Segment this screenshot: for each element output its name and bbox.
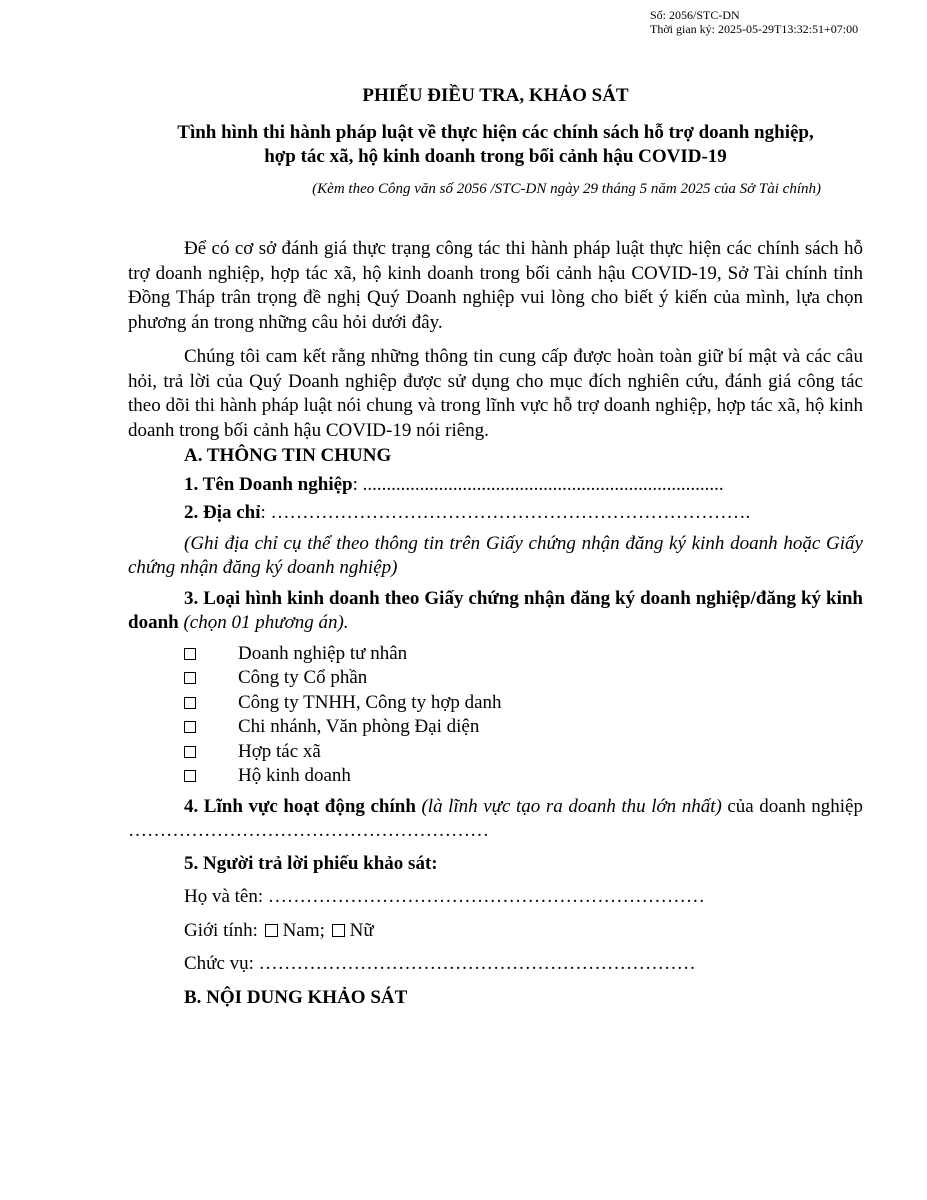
q4-main-field: [128, 795, 863, 844]
option-item[interactable]: [184, 691, 863, 716]
option-label: Doanh nghiệp tư nhân: [238, 642, 408, 664]
q1-company-name[interactable]: [184, 473, 863, 498]
survey-document: [128, 84, 863, 1010]
checkbox-icon[interactable]: [184, 770, 196, 782]
option-item[interactable]: [184, 642, 863, 667]
option-item[interactable]: [184, 666, 863, 691]
document-subtitle-line1: Tình hình thi hành pháp luật về thực hiện các chính sách hỗ trợ doanh nghiệp,: [177, 121, 814, 143]
checkbox-icon[interactable]: [184, 697, 196, 709]
q4-hint: (là lĩnh vực tạo ra doanh thu lớn nhất): [415, 795, 722, 817]
q3-business-type: [128, 587, 863, 636]
q2-label: 2. Địa chỉ: [184, 502, 261, 523]
option-label: Chi nhánh, Văn phòng Đại diện: [238, 716, 480, 737]
signed-time: Thời gian ký: 2025-05-29T13:32:51+07:00: [650, 22, 859, 36]
intro-paragraph: Để có cơ sở đánh giá thực trạng công tác thi hành pháp luật thực hiện các chính sách hỗ trợ doanh nghiệp, hợp tác xã, hộ kinh doanh trong bối cảnh hậu COVID-19, Sở Tài chính tỉnh Đồng Tháp trân trọng đề nghị Quý Doanh nghiệp vui lòng cho biết ý kiến của mình, lựa chọn phương án trong những câu hỏi dưới đây.: [128, 238, 863, 333]
checkbox-icon[interactable]: [184, 648, 196, 660]
option-label: Công ty Cổ phần: [238, 667, 368, 688]
q3-options: [184, 642, 863, 789]
option-label: Hộ kinh doanh: [238, 765, 351, 786]
section-a-heading: A. THÔNG TIN CHUNG: [184, 445, 392, 466]
q4-fill-line[interactable]: của doanh nghiệp …………………………………………………: [128, 795, 863, 841]
q3-hint: (chọn 01 phương án).: [178, 612, 349, 633]
checkbox-icon[interactable]: [265, 924, 278, 937]
q2-address[interactable]: [184, 501, 863, 526]
gender-label: Giới tính:: [184, 919, 258, 941]
document-number: Số: 2056/STC-DN: [650, 8, 740, 22]
checkbox-icon[interactable]: [184, 746, 196, 758]
option-label: Công ty TNHH, Công ty hợp danh: [238, 691, 502, 713]
option-item[interactable]: [184, 764, 863, 789]
respondent-name-line[interactable]: Họ và tên: ……………………………………………………………: [184, 886, 705, 907]
signature-stamp: [650, 8, 858, 36]
q1-fill-line[interactable]: : ............................................................................: [352, 473, 724, 495]
document-subtitle-line2: hợp tác xã, hộ kinh doanh trong bối cảnh hậu COVID-19: [264, 145, 727, 167]
respondent-position-line[interactable]: Chức vụ: ……………………………………………………………: [184, 953, 696, 974]
q5-respondent-heading: 5. Người trả lời phiếu khảo sát:: [184, 852, 438, 874]
section-b-heading: B. NỘI DUNG KHẢO SÁT: [184, 986, 408, 1008]
checkbox-icon[interactable]: [332, 924, 345, 937]
gender-female-label: Nữ: [349, 919, 374, 941]
option-item[interactable]: [184, 740, 863, 765]
q2-fill-line[interactable]: : ………………………………………………………………….: [260, 502, 751, 523]
attachment-note: (Kèm theo Công văn số 2056 /STC-DN ngày 29 tháng 5 năm 2025 của Sở Tài chính): [312, 180, 821, 197]
option-label: Hợp tác xã: [238, 740, 321, 762]
option-item[interactable]: [184, 715, 863, 740]
respondent-gender: [184, 919, 863, 944]
q4-label: 4. Lĩnh vực hoạt động chính: [184, 795, 416, 817]
checkbox-icon[interactable]: [184, 672, 196, 684]
q3-label: 3. Loại hình kinh doanh theo Giấy chứng nhận đăng ký doanh nghiệp/đăng ký kinh doanh: [128, 587, 863, 633]
commitment-paragraph: Chúng tôi cam kết rằng những thông tin cung cấp được hoàn toàn giữ bí mật và các câu hỏi, trả lời của Quý Doanh nghiệp được sử dụng cho mục đích nghiên cứu, đánh giá công tác theo dõi thi hành pháp luật nói chung và trong lĩnh vực hỗ trợ doanh nghiệp, hợp tác xã, hộ kinh doanh trong bối cảnh hậu COVID-19 nói riêng.: [128, 346, 863, 441]
q2-note: (Ghi địa chỉ cụ thể theo thông tin trên Giấy chứng nhận đăng ký kinh doanh hoặc Giấy chứng nhận đăng ký doanh nghiệp): [128, 532, 863, 578]
gender-male-label: Nam;: [282, 919, 325, 941]
document-title: PHIẾU ĐIỀU TRA, KHẢO SÁT: [362, 85, 629, 106]
checkbox-icon[interactable]: [184, 721, 196, 733]
q1-label: 1. Tên Doanh nghiệp: [184, 473, 353, 495]
